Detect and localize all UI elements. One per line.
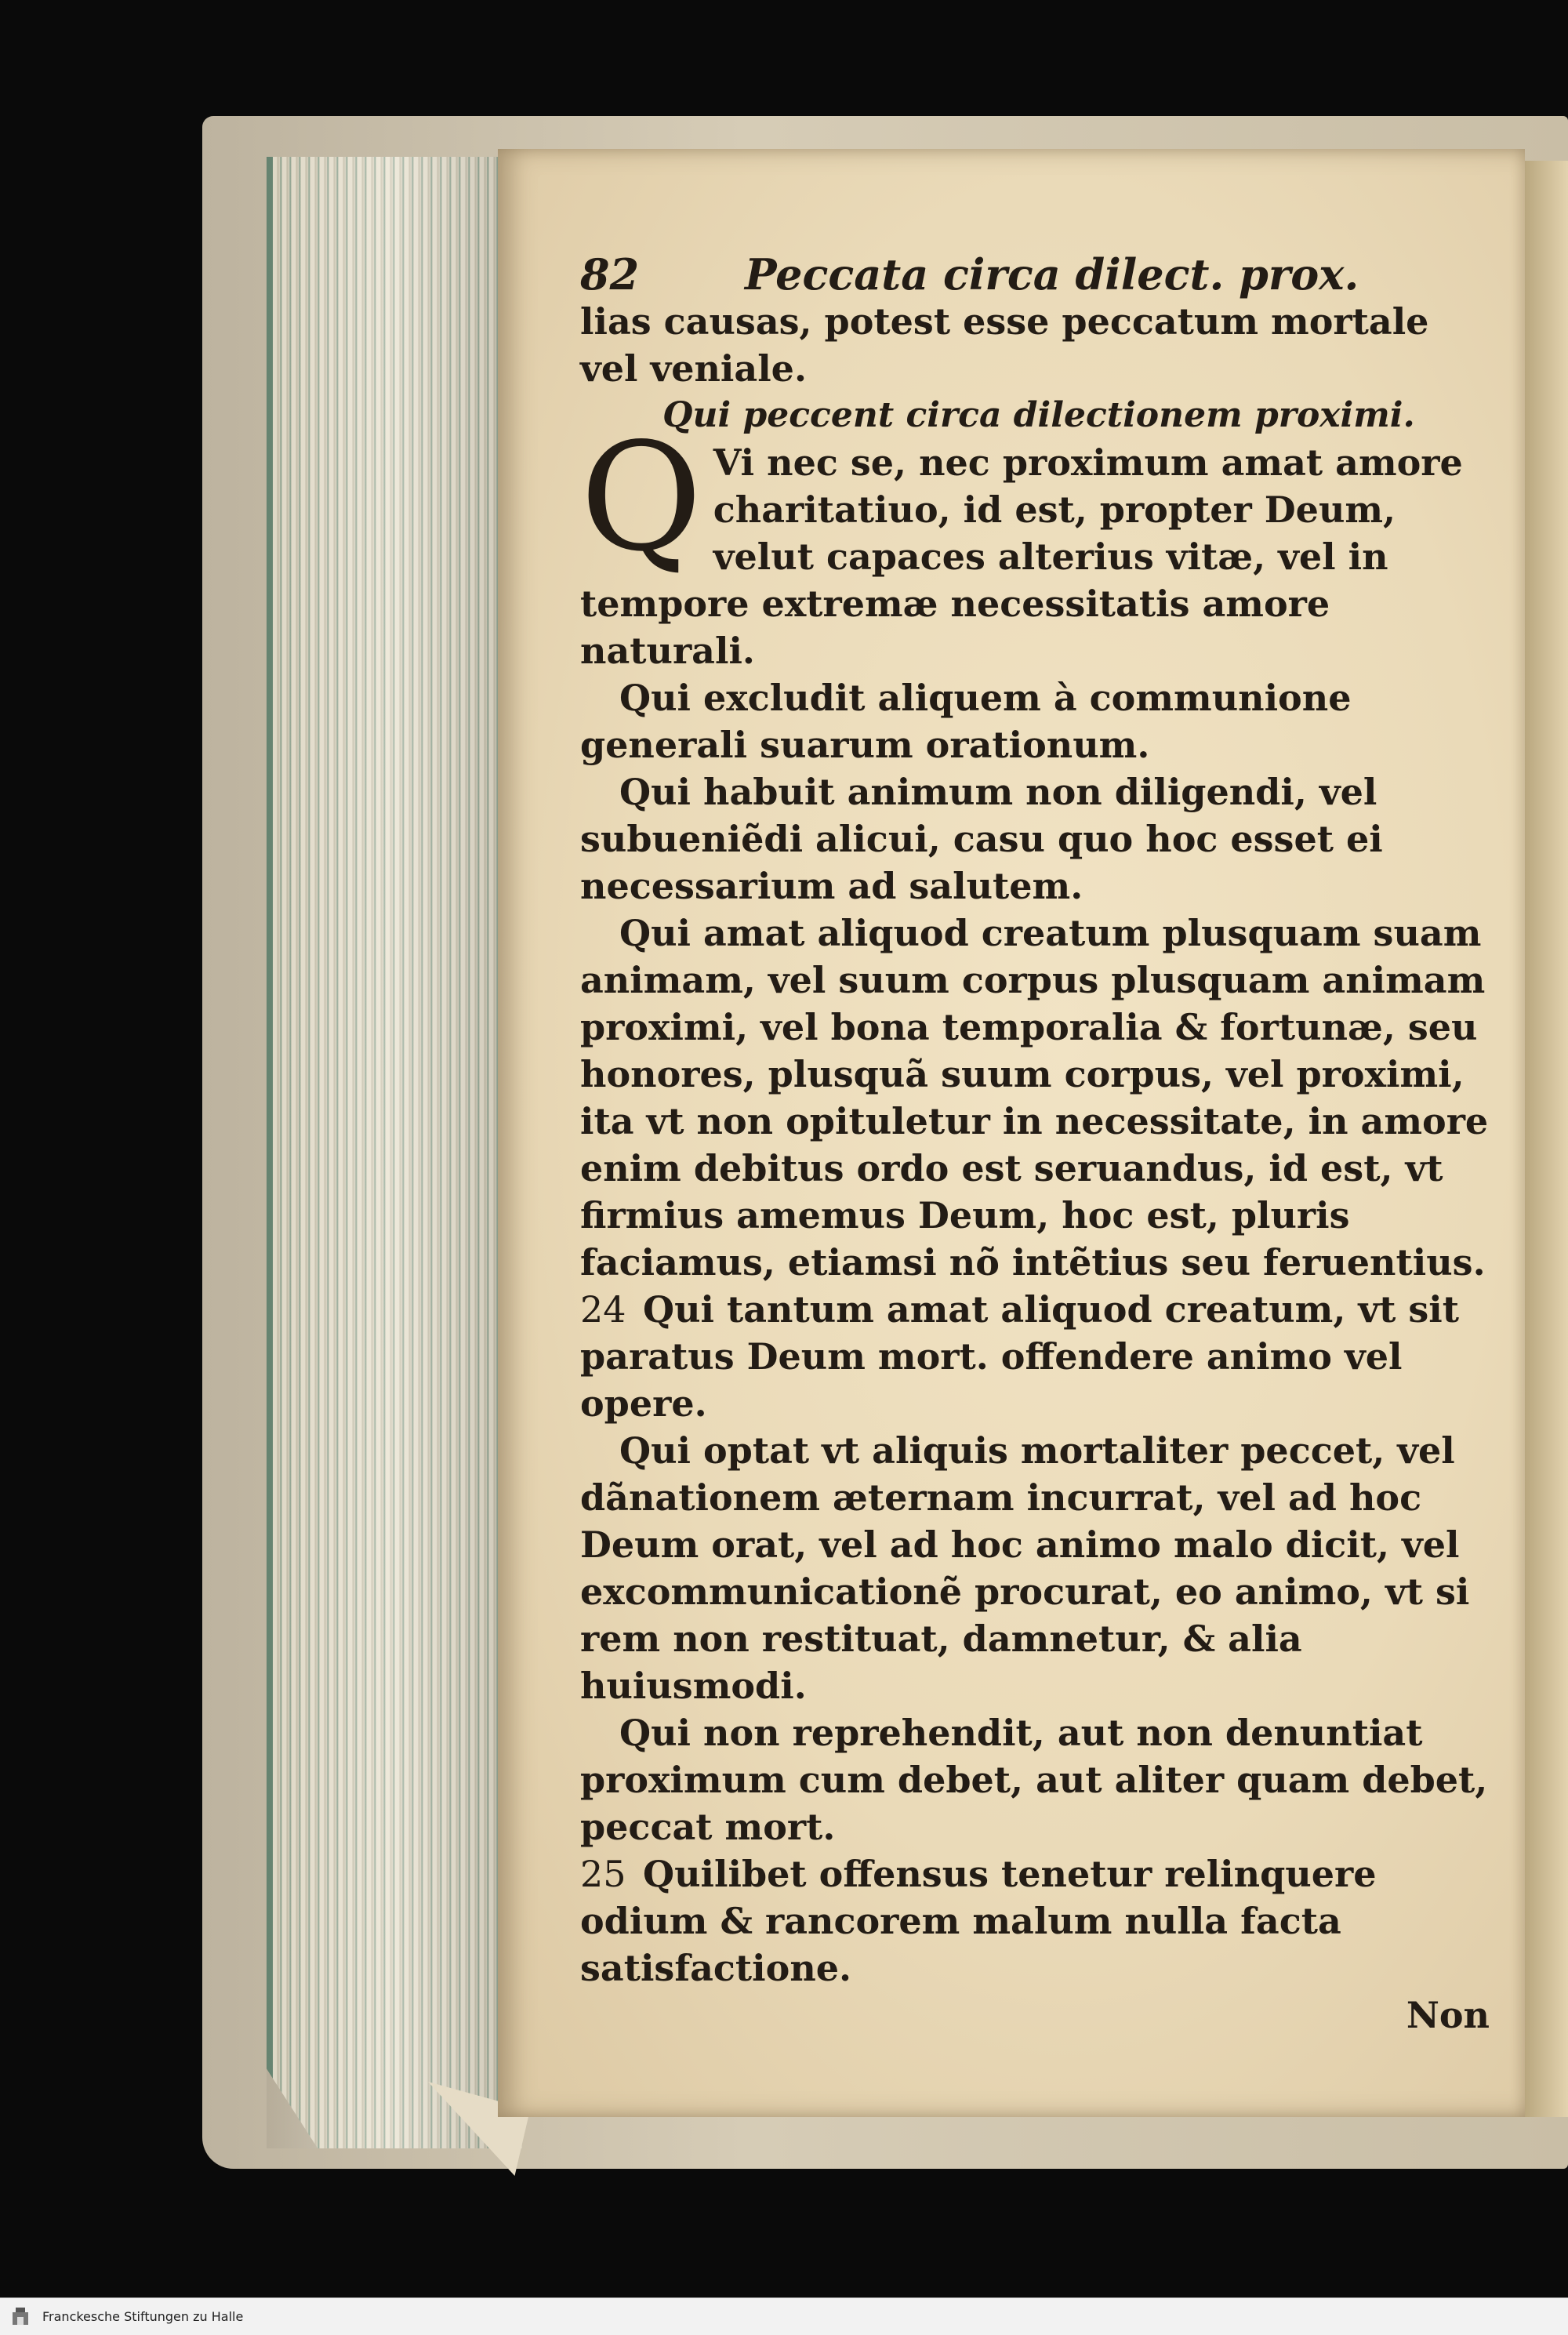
drop-cap: Q (580, 411, 702, 584)
paragraph: Qui excludit aliquem à communione generali suarum orationum. (580, 677, 1352, 766)
paragraph: Qui amat aliquod creatum plusquam suam animam, vel suum corpus plusquam animam proximi, vel bona temporalia & fortunæ, seu honores, plusquã suum corpus, vel proximi, ita vt non opituletur in necessitate, in amore enim debitus ordo est seruandus, id est, vt firmius amemus Deum, hoc est, pluris faciamus, etiamsi nõ intẽtius seu feruentius. (580, 912, 1489, 1284)
first-paragraph-text: Vi nec se, nec proximum amat amore charitatiuo, id est, propter Deum, velut capaces alterius vitæ, vel in tempore extremæ necessitatis amore naturali. (580, 441, 1463, 672)
footer-bar (0, 2297, 1568, 2335)
running-head: Peccata circa dilect. prox. (745, 249, 1359, 300)
catchword: Non (1406, 1994, 1490, 2036)
page-edges (267, 157, 522, 2148)
page-text (580, 251, 1497, 2039)
paragraph-number: 25 (580, 1853, 626, 1895)
paragraph: Qui habuit animum non diligendi, vel subueniẽdi alicui, casu quo hoc esset ei necessarium ad salutem. (580, 771, 1383, 907)
facing-page-edge (1525, 161, 1568, 2117)
page-number: 82 (580, 249, 640, 300)
paragraph: Qui non reprehendit, aut non denuntiat proximum cum debet, aut aliter quam debet, peccat mort. (580, 1712, 1488, 1848)
footer-credit: Franckesche Stiftungen zu Halle (42, 2309, 244, 2324)
library-logo-icon (8, 2304, 33, 2330)
paragraph: Qui optat vt aliquis mortaliter peccet, vel dãnationem æternam incurrat, vel ad hoc Deum orat, vel ad hoc animo malo dicit, vel excommunicationẽ procurat, eo animo, vt si rem non restituat, damnetur, & alia huiusmodi. (580, 1429, 1470, 1707)
numbered-paragraph-25: 25 Quilibet offensus tenetur relinquere odium & rancorem malum nulla facta satisfactione. (580, 1850, 1497, 1992)
continuation-text: lias causas, potest esse peccatum mortale vel veniale. (580, 300, 1429, 390)
page-header (580, 251, 1497, 298)
paragraph-number: 24 (580, 1288, 626, 1331)
numbered-paragraph-24: 24 Qui tantum amat aliquod creatum, vt sit paratus Deum mort. offendere animo vel opere. (580, 1286, 1497, 1427)
section-title: Qui peccent circa dilectionem proximi. (662, 395, 1415, 435)
